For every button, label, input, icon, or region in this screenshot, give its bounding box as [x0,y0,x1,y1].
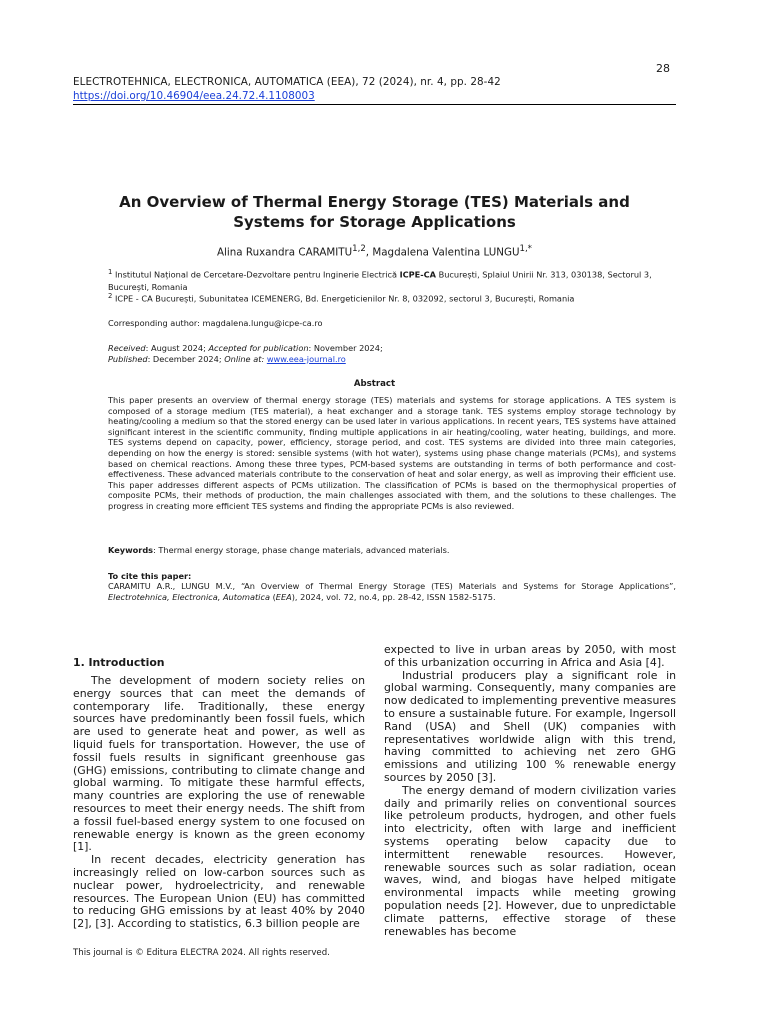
section-heading-introduction: 1. Introduction [73,656,165,669]
published-date: : December 2024; [147,354,225,364]
author-2: Magdalena Valentina LUNGU [372,246,520,259]
affiliation-2-marker: 2 [108,292,113,300]
affiliation-2 [108,290,678,305]
citation-part-3: ), 2024, vol. 72, no.4, pp. 28-42, ISSN 1582-5175. [291,591,496,602]
right-column [384,644,676,938]
citation-journal: Electrotehnica, Electronica, Automatica [108,591,270,602]
affiliation-2-text: ICPE - CA București, Subunitatea ICEMENERG, Bd. Energeticienilor Nr. 8, 032092, sectorul 3, București, Romania [112,293,575,304]
paragraph: In recent decades, electricity generation has increasingly relied on low-carbon sources such as nuclear power, hydroelectricity, and renewable resources. The European Union (EU) has committed to reducing GHG emissions by at least 40% by 2040 [2], [3]. According to statistics, 6.3 billion people are [73,853,365,931]
paragraph-continuation: expected to live in urban areas by 2050, with most of this urbanization occurring in Africa and Asia [4]. [384,643,676,669]
publication-dates [108,343,383,365]
affiliation-1 [108,266,678,293]
abstract-heading: Abstract [353,379,396,389]
cite-heading: To cite this paper: [108,571,192,581]
accepted-date: : November 2024; [308,343,383,353]
author-1: Alina Ruxandra CARAMITU [217,246,353,259]
published-label: Published [108,354,148,364]
authors [73,244,676,258]
citation-part-2: ( [269,591,276,602]
abstract-text: This paper presents an overview of thermal energy storage (TES) materials and systems for storage applications. A TES system is composed of a storage medium (TES material), a heat exchanger and a storage tank. TES systems employ storage technology by heating/cooling a medium so that the stored energy can be used later in various applications. In recent years, TES systems have attained significant interest in the scientific community, finding multiple applications in air heating/cooling, water heating, buildings, and more. TES systems depend on capacity, power, efficiency, storage period, and cost. TES systems are divided into three main categories, depending on how the energy is stored: sensible systems (with hot water), systems using phase change materials (PCMs), and systems based on chemical reactions. Among these three types, PCM-based systems are outstanding in terms of both performance and cost-effectiveness. These advanced materials contribute to the conservation of heat and solar energy, as well as improving their efficient use. This paper addresses different aspects of PCMs utilization. The classification of PCMs is based on the thermophysical properties of composite PCMs, their methods of production, the main challenges associated with them, and the solutions to these challenges. The progress in creating more efficient TES systems and finding the appropriate PCMs is also reviewed. [108,395,676,511]
affiliation-1-org: ICPE-CA [399,269,436,280]
citation-part-1: CARAMITU A.R., LUNGU M.V., “An Overview of Thermal Energy Storage (TES) Materials and Systems for Storage Applications”, [108,581,676,591]
dates-line-2 [108,354,383,365]
paragraph: The development of modern society relies on energy sources that can meet the demands of contemporary life. Traditionally, these energy sources have predominantly been fossil fuels, which are used to generate heat and power, as well as liquid fuels for transportation. However, the use of fossil fuels results in significant greenhouse gas (GHG) emissions, contributing to climate change and global warming. To mitigate these harmful effects, many countries are exploring the use of renewable resources to meet their energy needs. The shift from a fossil fuel-based energy system to one focused on renewable energy is known as the green economy [1]. [73,674,365,854]
header-divider [73,104,676,105]
dates-line-1 [108,343,383,354]
received-date: : August 2024; [145,343,209,353]
copyright-footer: This journal is © Editura ELECTRA 2024. All rights reserved. [73,948,330,958]
paragraph: The energy demand of modern civilization varies daily and primarily relies on conventional sources like petroleum products, hydrogen, and other fuels into electricity, often with large and inefficient systems operating below capacity due to intermittent renewable resources. However, renewable sources such as solar radiation, ocean waves, wind, and biogas have helped mitigate environmental impacts while meeting growing population needs [2]. However, due to unpredictable climate patterns, effective storage of these renewables has become [384,783,676,938]
citation-text [108,581,676,602]
affiliation-1-marker: 1 [108,268,113,276]
author-separator: , [365,246,373,259]
online-colon: : [261,354,267,364]
citation-abbr: EEA [275,591,292,602]
author-2-affiliation: 1,* [519,244,532,254]
keywords-text: : Thermal energy storage, phase change materials, advanced materials. [153,545,450,555]
paper-title [73,192,676,232]
title-line-2: Systems for Storage Applications [233,213,516,231]
keywords [108,545,450,555]
affiliation-1-text-c: București, Splaiul Unirii Nr. 313, 030138, Sectorul 3, București, Romania [108,269,652,292]
corresponding-author: Corresponding author: magdalena.lungu@icpe-ca.ro [108,318,323,328]
accepted-label: Accepted for publication [208,343,309,353]
doi-link[interactable]: https://doi.org/10.46904/eea.24.72.4.1108003 [73,90,315,102]
left-column [73,675,365,931]
online-label: Online at [224,354,262,364]
author-1-affiliation: 1,2 [352,244,366,254]
page-number: 28 [656,62,670,75]
keywords-label: Keywords [108,545,154,555]
affiliation-1-text-a: Institutul Național de Cercetare-Dezvoltare pentru Inginerie Electrică [112,269,400,280]
paragraph: Industrial producers play a significant role in global warming. Consequently, many companies are now dedicated to implementing preventive measures to ensure a sustainable future. For example, Ingersoll Rand (USA) and Shell (UK) companies with representatives worldwide align with this trend, having committed to achieving net zero GHG emissions and utilizing 100 % renewable energy sources by 2050 [3]. [384,668,676,784]
title-line-1: An Overview of Thermal Energy Storage (TES) Materials and [119,193,630,211]
journal-citation-line: ELECTROTEHNICA, ELECTRONICA, AUTOMATICA (EEA), 72 (2024), nr. 4, pp. 28-42 [73,76,501,88]
journal-website-link[interactable]: www.eea-journal.ro [266,354,346,364]
received-label: Received [108,343,146,353]
